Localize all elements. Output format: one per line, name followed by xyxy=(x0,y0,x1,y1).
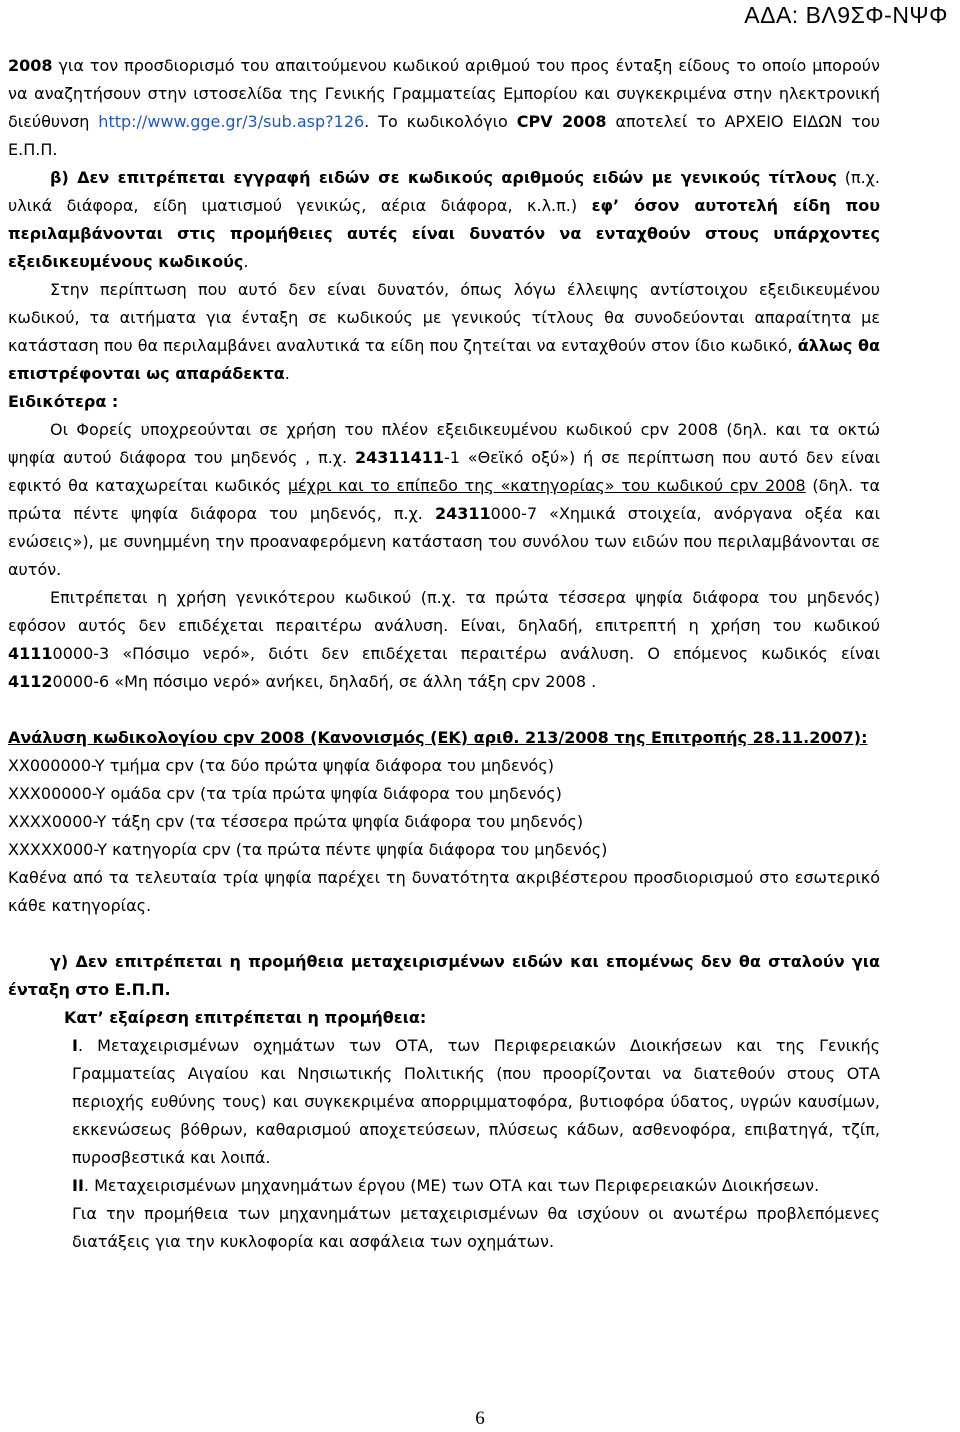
gen-t3: 0000-6 «Μη πόσιμο νερό» ανήκει, δηλαδή, σε άλλη τάξη cpv 2008 . xyxy=(52,672,597,691)
analysis-line: XXX00000-Y ομάδα cpv (τα τρία πρώτα ψηφία διάφορα του μηδενός) xyxy=(8,784,562,803)
exception-item-3: Για την προμήθεια των μηχανημάτων μεταχειρισμένων θα ισχύουν οι ανωτέρω προβλεπόμενες διατάξεις για την κυκλοφορία και ασφάλεια των οχημάτων. xyxy=(72,1204,880,1251)
intro-text: για τον προσδιορισμό του απαιτούμενου κωδικού αριθμού του προς ένταξη είδους το οποίο μπορούν να αναζητήσουν στην ιστοσελίδα της Γενικής Γραμματείας Εμπορίου και συγκεκριμένα στην ηλεκτρονική διεύθυνση xyxy=(8,56,880,131)
spec-underlined: μέχρι και το επίπεδο της «κατηγορίας» του κωδικού cpv 2008 xyxy=(287,476,806,495)
cpv-label: CPV 2008 xyxy=(516,112,607,131)
item-1-number: Ι xyxy=(72,1036,78,1055)
year-text: 2008 xyxy=(8,56,53,75)
paragraph-case xyxy=(8,276,880,388)
paragraph-specific xyxy=(8,416,880,584)
gen-t1: Επιτρέπεται η χρήση γενικότερου κωδικού (π.χ. τα πρώτα τέσσερα ψηφία διάφορα του μηδενός) εφόσον αυτός δεν επιδέχεται περαιτέρω ανάλυση. Είναι, δηλαδή, επιτρεπτή η χρήση του κωδικού xyxy=(8,588,880,635)
item-2-number: ΙΙ xyxy=(72,1176,84,1195)
exception-heading: Κατ’ εξαίρεση επιτρέπεται η προμήθεια: xyxy=(64,1008,427,1027)
ada-code: ΑΔΑ: ΒΛ9ΣΦ-ΝΨΦ xyxy=(744,2,948,28)
analysis-line: XXXXX000-Y κατηγορία cpv (τα πρώτα πέντε ψηφία διάφορα του μηδενός) xyxy=(8,840,608,859)
paragraph-cpv-intro xyxy=(8,52,880,164)
specifically-label: Ειδικότερα : xyxy=(8,392,119,411)
page-number: 6 xyxy=(475,1408,485,1429)
b-normal: (π.χ. υλικά διάφορα, είδη ιματισμού γενικώς, αέρια διάφορα, κ.λ.π.) xyxy=(8,168,881,215)
analysis-heading: Ανάλυση κωδικολογίου cpv 2008 (Κανονισμός (ΕΚ) αριθ. 213/2008 της Επιτροπής 28.11.2007): xyxy=(8,728,868,747)
spec-t1: Οι Φορείς υποχρεούνται σε χρήση του πλέον εξειδικευμένου κωδικού cpv 2008 (δηλ. και τα οκτώ ψηφία αυτού διάφορα του μηδενός , π.χ. xyxy=(8,420,880,467)
paragraph-general-code xyxy=(8,584,880,696)
analysis-line: XXXX0000-Y τάξη cpv (τα τέσσερα πρώτα ψηφία διάφορα του μηδενός) xyxy=(8,812,584,831)
spec-t4: 000-7 «Χημικά στοιχεία, ανόργανα οξέα και ενώσεις»), με συνημμένη την προαναφερόμενη κατάσταση του συνόλου των ειδών που περιλαμβάνονται σε αυτόν. xyxy=(8,504,880,579)
b-bold-1: β) Δεν επιτρέπεται εγγραφή ειδών σε κωδικούς αριθμούς ειδών με γενικούς τίτλους xyxy=(50,168,837,187)
analysis-line: XX000000-Y τμήμα cpv (τα δύο πρώτα ψηφία διάφορα του μηδενός) xyxy=(8,756,554,775)
spec-t2: -1 «Θεϊκό οξύ») ή σε περίπτωση που αυτό δεν είναι εφικτό θα καταχωρείται κωδικός xyxy=(8,448,881,495)
exception-item-2 xyxy=(8,1172,880,1200)
analysis-footer: Καθένα από τα τελευταία τρία ψηφία παρέχει τη δυνατότητα ακριβέστερου προσδιορισμού στο εσωτερικό κάθε κατηγορίας. xyxy=(8,868,880,915)
paragraph-b xyxy=(8,164,880,276)
intro-text-2: . Το κωδικολόγιο xyxy=(364,112,517,131)
gen-code-1: 4111 xyxy=(8,644,53,663)
spacer xyxy=(8,696,880,724)
spacer xyxy=(8,920,880,948)
case-end: . xyxy=(284,364,290,383)
b-bold-2: εφ’ όσον αυτοτελή είδη που περιλαμβάνονται στις προμήθειες αυτές είναι δυνατόν να ενταχθούν στους υπάρχοντες εξειδικευμένους κωδικούς xyxy=(8,196,881,271)
gen-t2: 0000-3 «Πόσιμο νερό», διότι δεν επιδέχεται περαιτέρω ανάλυση. Ο επόμενος κωδικός είναι xyxy=(52,644,880,663)
spec-code-1: 24311411 xyxy=(354,448,445,467)
case-bold: άλλως θα επιστρέφονται ως απαράδεκτα xyxy=(8,336,881,383)
intro-text-3: αποτελεί το ΑΡΧΕΙΟ ΕΙΔΩΝ του Ε.Π.Π. xyxy=(8,112,880,159)
spec-t3: (δηλ. τα πρώτα πέντε ψηφία διάφορα του μηδενός, π.χ. xyxy=(8,476,880,523)
document-body xyxy=(8,52,880,1256)
item-2-text: . Μεταχειρισμένων μηχανημάτων έργου (ΜΕ) των ΟΤΑ και των Περιφερειακών Διοικήσεων. xyxy=(83,1176,820,1195)
spec-code-2: 24311 xyxy=(434,504,491,523)
g-heading: γ) Δεν επιτρέπεται η προμήθεια μεταχειρισμένων ειδών και επομένως δεν θα σταλούν για ένταξη στο Ε.Π.Π. xyxy=(8,952,880,999)
case-text: Στην περίπτωση που αυτό δεν είναι δυνατόν, όπως λόγω έλλειψης αντίστοιχου εξειδικευμένου κωδικού, τα αιτήματα για ένταξη σε κωδικούς με γενικούς τίτλους θα συνοδεύονται απαραίτητα με κατάσταση που θα περιλαμβάνει αναλυτικά τα είδη που ζητείται να ενταχθούν στον ίδιο κωδικό, xyxy=(8,280,880,355)
exception-item-1 xyxy=(8,1032,880,1172)
gge-link[interactable]: http://www.gge.gr/3/sub.asp?126 xyxy=(98,112,365,131)
item-1-text: . Μεταχειρισμένων οχημάτων των ΟΤΑ, των Περιφερειακών Διοικήσεων και της Γενικής Γραμματείας Αιγαίου και Νησιωτικής Πολιτικής (που προορίζονται να διατεθούν στους ΟΤΑ περιοχής ευθύνης τους) και συγκεκριμένα απορριμματοφόρα, βυτιοφόρα ύδατος, υγρών καυσίμων, εκκενώσεως βόθρων, καθαρισμού αποχετεύσεων, πλύσεως κάδων, ασθενοφόρα, επιβατηγά, τζίπ, πυροσβεστικά και λοιπά. xyxy=(72,1036,880,1167)
b-end: . xyxy=(243,252,249,271)
gen-code-2: 4112 xyxy=(8,672,53,691)
